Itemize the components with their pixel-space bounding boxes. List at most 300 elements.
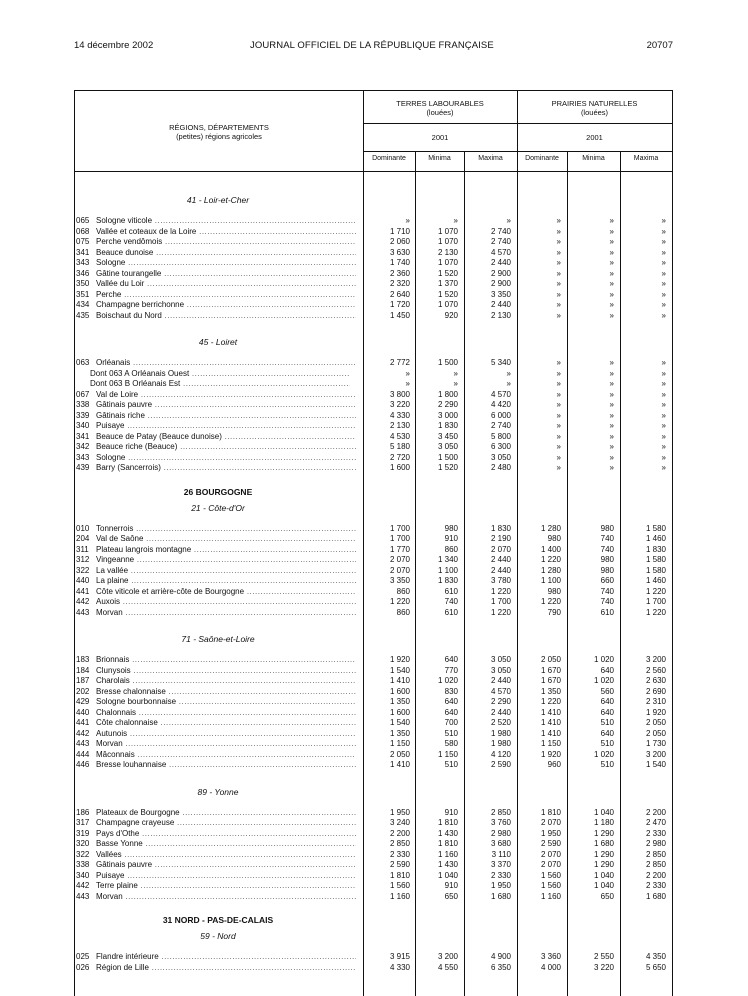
cell-value: 3 200 bbox=[645, 655, 666, 664]
cell-value: 1 680 bbox=[593, 839, 614, 848]
cell-value: 1 810 bbox=[389, 870, 410, 880]
cell-value: 3 200 bbox=[437, 952, 458, 961]
region-code: 183 bbox=[76, 655, 90, 664]
region-name: Val de Loire ..... bbox=[96, 390, 356, 401]
cell-value: 980 bbox=[600, 565, 614, 575]
cell-value: » bbox=[661, 442, 666, 451]
region-name: Dont 063 A Orléanais Ouest ..... bbox=[90, 369, 350, 380]
cell-value: 2 520 bbox=[490, 718, 511, 727]
table-row bbox=[74, 963, 672, 974]
cell-value: 700 bbox=[444, 718, 458, 727]
region-name: Autunois ..... bbox=[96, 729, 356, 740]
table-row bbox=[74, 576, 672, 587]
cell-value: » bbox=[556, 300, 561, 309]
region-code: 184 bbox=[76, 665, 90, 675]
cell-value: 3 450 bbox=[437, 431, 458, 441]
table-row bbox=[74, 358, 672, 369]
cell-value: 1 100 bbox=[540, 576, 561, 585]
region-name: Sologne ..... bbox=[96, 453, 356, 464]
region-name: Morvan ..... bbox=[96, 608, 356, 619]
cell-value: » bbox=[556, 379, 561, 388]
region-code: 351 bbox=[76, 289, 90, 299]
cell-value: 560 bbox=[600, 686, 614, 696]
region-code: 067 bbox=[76, 389, 90, 399]
region-name: Gâtinais pauvre ..... bbox=[96, 860, 356, 871]
cell-value: 2 850 bbox=[490, 807, 511, 817]
cell-value: 1 600 bbox=[389, 463, 410, 472]
cell-value: 3 360 bbox=[540, 952, 561, 961]
cell-value: 1 020 bbox=[593, 676, 614, 685]
cell-value: 3 915 bbox=[389, 952, 410, 961]
cell-value: 1 150 bbox=[389, 739, 410, 748]
cell-value: 3 350 bbox=[389, 576, 410, 585]
cell-value: » bbox=[556, 237, 561, 246]
table-row bbox=[74, 871, 672, 882]
cell-value: 980 bbox=[600, 523, 614, 533]
region-name: Val de Saône ..... bbox=[96, 534, 356, 545]
region-name: Beauce de Patay (Beauce dunoise) ..... bbox=[96, 432, 356, 443]
cell-value: » bbox=[661, 310, 666, 320]
cell-value: 1 830 bbox=[490, 523, 511, 533]
region-code: 063 bbox=[76, 358, 90, 367]
cell-value: 1 020 bbox=[437, 676, 458, 685]
table-row bbox=[74, 237, 672, 248]
cell-value: 5 800 bbox=[490, 431, 511, 441]
cell-value: » bbox=[556, 368, 561, 378]
region-code: 338 bbox=[76, 860, 90, 869]
header-rule bbox=[363, 123, 672, 124]
cell-value: » bbox=[556, 289, 561, 299]
cell-value: 1 980 bbox=[490, 739, 511, 748]
region-name: Plateau langrois montagne ..... bbox=[96, 545, 356, 556]
cell-value: » bbox=[556, 431, 561, 441]
cell-value: 1 410 bbox=[389, 760, 410, 769]
cell-value: » bbox=[609, 226, 614, 236]
cell-value: 2 200 bbox=[645, 870, 666, 880]
cell-value: 1 920 bbox=[389, 655, 410, 664]
cell-value: 2 330 bbox=[645, 828, 666, 838]
cell-value: » bbox=[661, 431, 666, 441]
cell-value: 2 740 bbox=[490, 226, 511, 236]
cell-value: 2 900 bbox=[490, 268, 511, 278]
cell-value: 2 330 bbox=[490, 870, 511, 880]
cell-value: 4 330 bbox=[389, 962, 410, 972]
table-row bbox=[74, 524, 672, 535]
cell-value: 3 680 bbox=[490, 839, 511, 848]
department-title: 89 - Yonne bbox=[197, 786, 239, 797]
region-name: Sologne ..... bbox=[96, 258, 356, 269]
cell-value: 1 560 bbox=[389, 881, 410, 890]
table-row bbox=[74, 808, 672, 819]
cell-value: 740 bbox=[600, 586, 614, 596]
cell-value: » bbox=[506, 368, 511, 378]
table-row bbox=[74, 400, 672, 411]
cell-value: 4 350 bbox=[645, 952, 666, 961]
region-name: Clunysois ..... bbox=[96, 666, 356, 677]
cell-value: 610 bbox=[444, 607, 458, 617]
region-code: 341 bbox=[76, 247, 90, 257]
table-row bbox=[74, 687, 672, 698]
region-code: 442 bbox=[76, 728, 90, 738]
cell-value: 1 220 bbox=[540, 597, 561, 606]
department-title: 59 - Nord bbox=[200, 931, 236, 941]
cell-value: 1 160 bbox=[437, 849, 458, 859]
cell-value: » bbox=[661, 268, 666, 278]
cell-value: 1 150 bbox=[437, 749, 458, 759]
region-code: 442 bbox=[76, 881, 90, 890]
cell-value: » bbox=[556, 442, 561, 451]
cell-value: 1 290 bbox=[593, 860, 614, 869]
cell-value: 920 bbox=[444, 310, 458, 320]
cell-value: 4 000 bbox=[540, 962, 561, 972]
cell-value: 2 190 bbox=[490, 534, 511, 543]
table-row bbox=[74, 881, 672, 892]
cell-value: 2 050 bbox=[540, 655, 561, 664]
cell-value: 2 060 bbox=[389, 237, 410, 246]
region-code: 338 bbox=[76, 400, 90, 409]
cell-value: 1 950 bbox=[389, 807, 410, 817]
table-row bbox=[74, 258, 672, 269]
cell-value: » bbox=[609, 400, 614, 409]
cell-value: 1 070 bbox=[437, 226, 458, 236]
cell-value: 650 bbox=[600, 891, 614, 901]
cell-value: 1 520 bbox=[437, 268, 458, 278]
cell-value: 2 130 bbox=[490, 310, 511, 320]
cell-value: 1 410 bbox=[540, 707, 561, 717]
region-code: 322 bbox=[76, 565, 90, 575]
region-name: Pays d'Othe ..... bbox=[96, 829, 356, 840]
region-code: 319 bbox=[76, 828, 90, 838]
cell-value: » bbox=[556, 358, 561, 367]
cell-value: 2 070 bbox=[540, 849, 561, 859]
region-name: Gâtinais riche ..... bbox=[96, 411, 356, 422]
cell-value: 1 410 bbox=[540, 718, 561, 727]
cell-value: 1 600 bbox=[389, 707, 410, 717]
cell-value: 640 bbox=[444, 655, 458, 664]
cell-value: » bbox=[661, 358, 666, 367]
region-name: Gâtine tourangelle ..... bbox=[96, 269, 356, 280]
cell-value: 2 200 bbox=[389, 828, 410, 838]
table-row bbox=[74, 566, 672, 577]
cell-value: 1 410 bbox=[540, 728, 561, 738]
cell-value: 1 680 bbox=[490, 891, 511, 901]
table-row bbox=[74, 534, 672, 545]
region-code: 311 bbox=[76, 544, 89, 554]
region-name: Tonnerrois ..... bbox=[96, 524, 356, 535]
cell-value: » bbox=[661, 400, 666, 409]
cell-value: » bbox=[661, 379, 666, 388]
table-row bbox=[74, 453, 672, 464]
cell-value: 510 bbox=[600, 739, 614, 748]
region-name: Vallée du Loir ..... bbox=[96, 279, 356, 290]
cell-value: » bbox=[661, 368, 666, 378]
cell-value: » bbox=[556, 226, 561, 236]
region-name: Côte viticole et arrière-côte de Bourgogne ..... bbox=[96, 587, 356, 598]
region-name: Bresse louhannaise ..... bbox=[96, 760, 356, 771]
cell-value: 1 350 bbox=[540, 686, 561, 696]
region-title: 26 BOURGOGNE bbox=[183, 486, 253, 497]
cell-value: 740 bbox=[600, 544, 614, 554]
cell-value: 4 330 bbox=[389, 410, 410, 420]
cell-value: 3 370 bbox=[490, 860, 511, 869]
cell-value: 1 700 bbox=[389, 534, 410, 543]
table-row bbox=[74, 729, 672, 740]
region-name: Barry (Sancerrois) ..... bbox=[96, 463, 356, 474]
region-code: 441 bbox=[76, 586, 90, 596]
cell-value: 2 440 bbox=[490, 676, 511, 685]
table-row bbox=[74, 676, 672, 687]
cell-value: 2 440 bbox=[490, 707, 511, 717]
cell-value: 1 340 bbox=[437, 555, 458, 564]
cell-value: 640 bbox=[444, 697, 458, 706]
cell-value: 3 220 bbox=[389, 400, 410, 409]
cell-value: 2 070 bbox=[540, 860, 561, 869]
cell-value: 1 150 bbox=[540, 739, 561, 748]
cell-value: » bbox=[556, 452, 561, 462]
cell-value: 1 040 bbox=[593, 870, 614, 880]
cell-value: 1 220 bbox=[540, 555, 561, 564]
cell-value: 740 bbox=[600, 597, 614, 606]
cell-value: 1 070 bbox=[437, 237, 458, 246]
region-code: 065 bbox=[76, 216, 90, 225]
cell-value: 1 830 bbox=[437, 421, 458, 430]
cell-value: 1 810 bbox=[540, 807, 561, 817]
region-code: 026 bbox=[76, 962, 90, 972]
cell-value: 510 bbox=[600, 718, 614, 727]
cell-value: » bbox=[405, 368, 410, 378]
cell-value: 3 630 bbox=[389, 247, 410, 257]
region-code: 025 bbox=[76, 952, 90, 961]
region-name: Champagne berrichonne ..... bbox=[96, 300, 356, 311]
cell-value: 1 500 bbox=[437, 452, 458, 462]
region-code: 317 bbox=[76, 818, 90, 827]
table-row bbox=[74, 666, 672, 677]
table-row bbox=[74, 545, 672, 556]
cell-value: 6 000 bbox=[490, 410, 511, 420]
cell-value: » bbox=[453, 216, 458, 225]
col-header: Dominante bbox=[372, 155, 406, 162]
region-name: Terre plaine ..... bbox=[96, 881, 356, 892]
cell-value: » bbox=[661, 389, 666, 399]
cell-value: 6 300 bbox=[490, 442, 511, 451]
region-code: 441 bbox=[76, 718, 90, 727]
cell-value: 1 600 bbox=[389, 686, 410, 696]
cell-value: 980 bbox=[547, 586, 561, 596]
col-header: Dominante bbox=[525, 155, 559, 162]
cell-value: 1 830 bbox=[437, 576, 458, 585]
cell-value: 2 330 bbox=[645, 881, 666, 890]
cell-value: 2 690 bbox=[645, 686, 666, 696]
cell-value: 2 590 bbox=[389, 860, 410, 869]
cell-value: 2 050 bbox=[645, 728, 666, 738]
cell-value: » bbox=[556, 268, 561, 278]
cell-value: » bbox=[609, 237, 614, 246]
cell-value: » bbox=[609, 463, 614, 472]
cell-value: 1 290 bbox=[593, 828, 614, 838]
cell-value: 2 290 bbox=[437, 400, 458, 409]
cell-value: 1 770 bbox=[389, 544, 410, 554]
table-row bbox=[74, 432, 672, 443]
table-row bbox=[74, 818, 672, 829]
cell-value: » bbox=[661, 247, 666, 257]
cell-value: » bbox=[609, 368, 614, 378]
cell-value: 1 460 bbox=[645, 534, 666, 543]
table-body bbox=[74, 195, 672, 973]
region-name: Puisaye ..... bbox=[96, 871, 356, 882]
col-header: Minima bbox=[428, 155, 451, 162]
cell-value: » bbox=[609, 389, 614, 399]
col-header: Maxima bbox=[633, 155, 659, 162]
region-title: 31 NORD - PAS-DE-CALAIS bbox=[162, 915, 274, 925]
cell-value: » bbox=[661, 258, 666, 267]
table-row bbox=[74, 860, 672, 871]
header-rule bbox=[363, 151, 672, 152]
cell-value: » bbox=[661, 452, 666, 462]
cell-value: 1 540 bbox=[645, 760, 666, 769]
region-name: Gâtinais pauvre ..... bbox=[96, 400, 356, 411]
region-code: 320 bbox=[76, 839, 90, 848]
cell-value: 3 200 bbox=[645, 749, 666, 759]
region-name: Région de Lille ..... bbox=[96, 963, 356, 974]
cell-value: 1 400 bbox=[540, 544, 561, 554]
table-row bbox=[74, 760, 672, 771]
cell-value: » bbox=[453, 368, 458, 378]
cell-value: 3 110 bbox=[491, 849, 511, 859]
table-row bbox=[74, 952, 672, 963]
cell-value: 1 350 bbox=[389, 728, 410, 738]
table-row bbox=[74, 829, 672, 840]
cell-value: 1 810 bbox=[437, 818, 458, 827]
region-name: Perche ..... bbox=[96, 290, 356, 301]
cell-value: 5 340 bbox=[490, 358, 511, 367]
cell-value: » bbox=[609, 379, 614, 388]
region-name: Dont 063 B Orléanais Est ..... bbox=[90, 379, 350, 390]
region-name: Sologne bourbonnaise ..... bbox=[96, 697, 356, 708]
cell-value: » bbox=[609, 452, 614, 462]
region-name: Charolais ..... bbox=[96, 676, 356, 687]
cell-value: » bbox=[661, 300, 666, 309]
table-row bbox=[74, 850, 672, 861]
region-code: 443 bbox=[76, 607, 90, 617]
cell-value: » bbox=[609, 258, 614, 267]
table-row bbox=[74, 597, 672, 608]
cell-value: 4 570 bbox=[490, 686, 511, 696]
cell-value: 740 bbox=[600, 534, 614, 543]
cell-value: 1 370 bbox=[437, 279, 458, 288]
cell-value: » bbox=[661, 216, 666, 225]
cell-value: 660 bbox=[600, 576, 614, 585]
table-row bbox=[74, 839, 672, 850]
region-name: Morvan ..... bbox=[96, 892, 356, 903]
table-row bbox=[74, 269, 672, 280]
page-number: 20707 bbox=[646, 40, 673, 51]
prairies-naturelles-header: PRAIRIES NATURELLES (louées) bbox=[551, 99, 638, 117]
table-row bbox=[74, 442, 672, 453]
cell-value: 2 440 bbox=[490, 555, 511, 564]
cell-value: 1 540 bbox=[389, 718, 410, 727]
cell-value: 1 950 bbox=[490, 881, 511, 890]
cell-value: 2 980 bbox=[645, 839, 666, 848]
cell-value: » bbox=[609, 358, 614, 367]
cell-value: 640 bbox=[600, 697, 614, 706]
region-name: Vallée et coteaux de la Loire ..... bbox=[96, 227, 356, 238]
terres-labourables-header: TERRES LABOURABLES (louées) bbox=[396, 99, 484, 117]
year-header: 2001 bbox=[431, 133, 449, 142]
cell-value: 2 900 bbox=[490, 279, 511, 288]
cell-value: 1 710 bbox=[389, 226, 410, 236]
region-name: Beauce riche (Beauce) ..... bbox=[96, 442, 356, 453]
cell-value: 2 330 bbox=[389, 849, 410, 859]
department-title: 71 - Saône-et-Loire bbox=[181, 634, 255, 644]
cell-value: 980 bbox=[547, 534, 561, 543]
cell-value: » bbox=[556, 216, 561, 225]
cell-value: 1 920 bbox=[540, 749, 561, 759]
cell-value: 610 bbox=[444, 586, 458, 596]
region-name: Basse Yonne ..... bbox=[96, 839, 356, 850]
cell-value: » bbox=[609, 279, 614, 288]
cell-value: 2 850 bbox=[645, 849, 666, 859]
region-name: Bresse chalonnaise ..... bbox=[96, 687, 356, 698]
table-row bbox=[74, 587, 672, 598]
cell-value: » bbox=[661, 421, 666, 430]
cell-value: 580 bbox=[444, 739, 458, 748]
cell-value: 790 bbox=[547, 607, 561, 617]
region-code: 350 bbox=[76, 279, 90, 288]
cell-value: 2 440 bbox=[490, 300, 511, 309]
cell-value: 910 bbox=[444, 807, 458, 817]
cell-value: 640 bbox=[600, 665, 614, 675]
region-name: La plaine ..... bbox=[96, 576, 356, 587]
cell-value: » bbox=[609, 216, 614, 225]
cell-value: 5 650 bbox=[645, 962, 666, 972]
cell-value: 1 520 bbox=[437, 289, 458, 299]
region-code: 068 bbox=[76, 226, 90, 236]
cell-value: 2 470 bbox=[645, 818, 666, 827]
cell-value: » bbox=[556, 279, 561, 288]
cell-value: 1 800 bbox=[437, 389, 458, 399]
cell-value: 1 280 bbox=[540, 565, 561, 575]
cell-value: 1 580 bbox=[645, 523, 666, 533]
cell-value: » bbox=[609, 289, 614, 299]
cell-value: 2 640 bbox=[389, 289, 410, 299]
cell-value: 860 bbox=[396, 586, 410, 596]
cell-value: 770 bbox=[444, 665, 458, 675]
cell-value: » bbox=[661, 279, 666, 288]
cell-value: 1 700 bbox=[389, 523, 410, 533]
region-name: Brionnais ..... bbox=[96, 655, 356, 666]
cell-value: 4 120 bbox=[490, 749, 511, 759]
cell-value: 830 bbox=[444, 686, 458, 696]
col-header: Minima bbox=[582, 155, 605, 162]
region-code: 342 bbox=[76, 442, 90, 451]
cell-value: 980 bbox=[600, 555, 614, 564]
region-code: 204 bbox=[76, 534, 90, 543]
department-title: 45 - Loiret bbox=[198, 337, 238, 347]
region-name: Plateaux de Bourgogne ..... bbox=[96, 808, 356, 819]
cell-value: 1 040 bbox=[593, 807, 614, 817]
cell-value: 2 590 bbox=[540, 839, 561, 848]
table-row bbox=[74, 697, 672, 708]
cell-value: 1 580 bbox=[645, 555, 666, 564]
cell-value: 1 220 bbox=[389, 597, 410, 606]
cell-value: 1 580 bbox=[645, 565, 666, 575]
cell-value: » bbox=[453, 379, 458, 388]
cell-value: 640 bbox=[600, 707, 614, 717]
cell-value: 2 070 bbox=[540, 818, 561, 827]
cell-value: 1 720 bbox=[389, 300, 410, 309]
region-name: Beauce dunoise ..... bbox=[96, 248, 356, 259]
region-name: Vallées ..... bbox=[96, 850, 356, 861]
